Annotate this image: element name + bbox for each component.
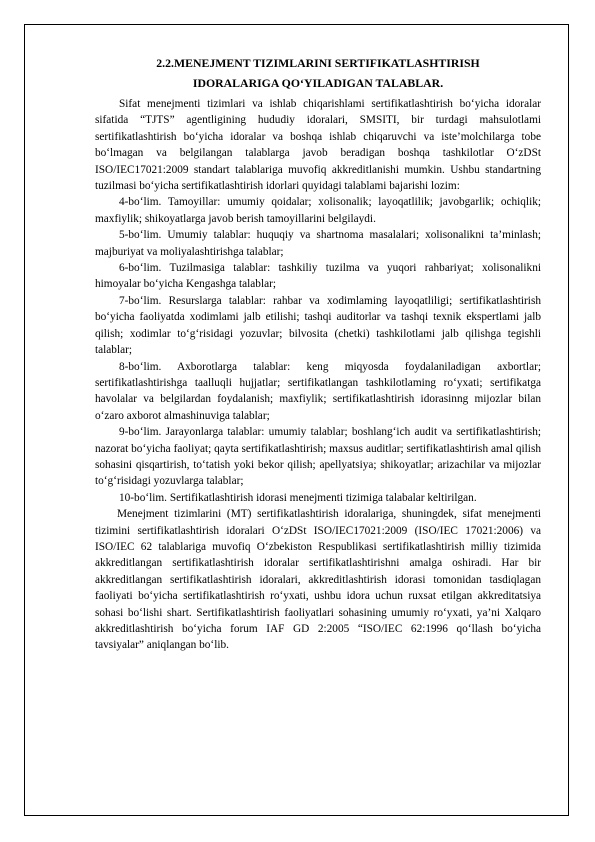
paragraph-section-7: 7-bo‘lim. Resurslarga talablar: rahbar va xodimlaming layoqatliligi; sertifikatlashtirish bo‘yicha faoliyatda xodimlami jalb etilishi; tashqi auditorlar va tashqi texnik ekspertlami jalb qilish; xodimlar to‘g‘risidagi yozuvlar; bilvosita (chetki) tashkilotlami jalb qilishga tegishli talablar; (95, 294, 541, 357)
paragraph-section-6: 6-bo‘lim. Tuzilmasiga talablar: tashkiliy tuzilma va yuqori rahbariyat; xolisonalikni himoyalar bo‘yicha Kengashga talablar; (95, 262, 541, 291)
paragraph-section-8: 8-bo‘lim. Axborotlarga talablar: keng miqyosda foydalaniladigan axbortlar; sertifikatlashtirishga taalluqli hujjatlar; sertifikatlangan tashkilotlaming ro‘yxati; sertifikatga havolalar va belgilardan foydalanish; maxfiylik; sertifikatlashtirish idorasinng mijozlar bilan o‘zaro axborot almashinuviga talablar; (95, 360, 541, 422)
paragraph-section-5: 5-bo‘lim. Umumiy talablar: huquqiy va shartnoma masalalari; xolisonalikni ta’minlash; majburiyat va moliyalashtirishga talablar; (95, 229, 541, 258)
section-title (95, 54, 541, 93)
section-title-line-1: 2.2.MENEJMENT TIZIMLARINI SERTIFIKATLASHTIRISH (156, 56, 480, 70)
document-body (95, 54, 541, 654)
paragraph-intro: Sifat menejmenti tizimlari va ishlab chiqarishlami sertifikatlashtirish bo‘yicha idoralar sifatida “TJTS” agentligining hududiy idoralari, SMSITI, bir turdagi mahsulotlami sertifikatlashtirish bo‘yicha idoralar va boshqa ishlab chiqaruvchi va iste’molchilarga tobe bo‘lmagan va belgilangan talablarga javob beradigan boshqa tashkilotlar O‘zDSt ISO/IEC17021:2009 standart talablariga muvofiq akkreditlanishi mumkin. Ushbu standartning tuzilmasi bo‘yicha sertifikatlashtirish idorlari quyidagi talablami bajarishi lozim: (95, 98, 541, 193)
section-title-line-2: IDORALARIGA QO‘YILADIGAN TALABLAR. (192, 75, 444, 90)
paragraph-conclusion: Menejment tizimlarini (MT) sertifikatlashtirish idoralariga, shuningdek, sifat menejmenti tizimini sertifikatlashtirish idoralari O‘zDSt ISO/IEC17021:2009 (ISO/IEC 17021:2006) va ISO/IEC 62 talablariga muvofiq O‘zbekiston Respublikasi sertifikatlashtirish milliy tizimida akkreditlangan sertifikatlashtirish idoralar sertifikatlashtirishni amalga oshiradi. Har bir akkreditlangan sertifikatlashtirish idoralari, akkreditlashtirish idorasi tomonidan tasdiqlagan faoliyati bo‘yicha sertifikatlashtirish ro‘yxati, ushbu idora uchun ruxsat etilgan akkreditatsiya sohasi bo‘lishi shart. Sertifikatlashtirish faoliyatlari sohasining umumiy ro‘yxati, ya’ni Xalqaro akkreditlashtirish bo‘yicha forum IAF GD 2:2005 “ISO/IEC 62:1996 qo‘llash bo‘yicha tavsiyalar” aniqlangan bo‘lib. (95, 508, 541, 652)
paragraph-section-10: 10-bo‘lim. Sertifikatlashtirish idorasi menejmenti tizimiga talabalar keltirilgan. (119, 491, 477, 504)
paragraph-section-4: 4-bo‘lim. Tamoyillar: umumiy qoidalar; xolisonalik; layoqatlilik; javobgarlik; ochiqlik; maxfiylik; shikoyatlarga javob berish tamoyillarini belgilaydi. (95, 196, 541, 225)
paragraph-section-9: 9-bo‘lim. Jarayonlarga talablar: umumiy talablar; boshlang‘ich audit va sertifikatlashtirish; nazorat bo‘yicha faoliyat; qayta sertifikatlashtirish; maxsus auditlar; sertifikatlashtirish amal qilish sohasini qisqartirish, to‘tatish yoki bekor qilish; apellyatsiya; shikoyatlar; arizachilar va mijozlar to‘g‘risidagi yozuvlarga talablar; (95, 426, 541, 488)
